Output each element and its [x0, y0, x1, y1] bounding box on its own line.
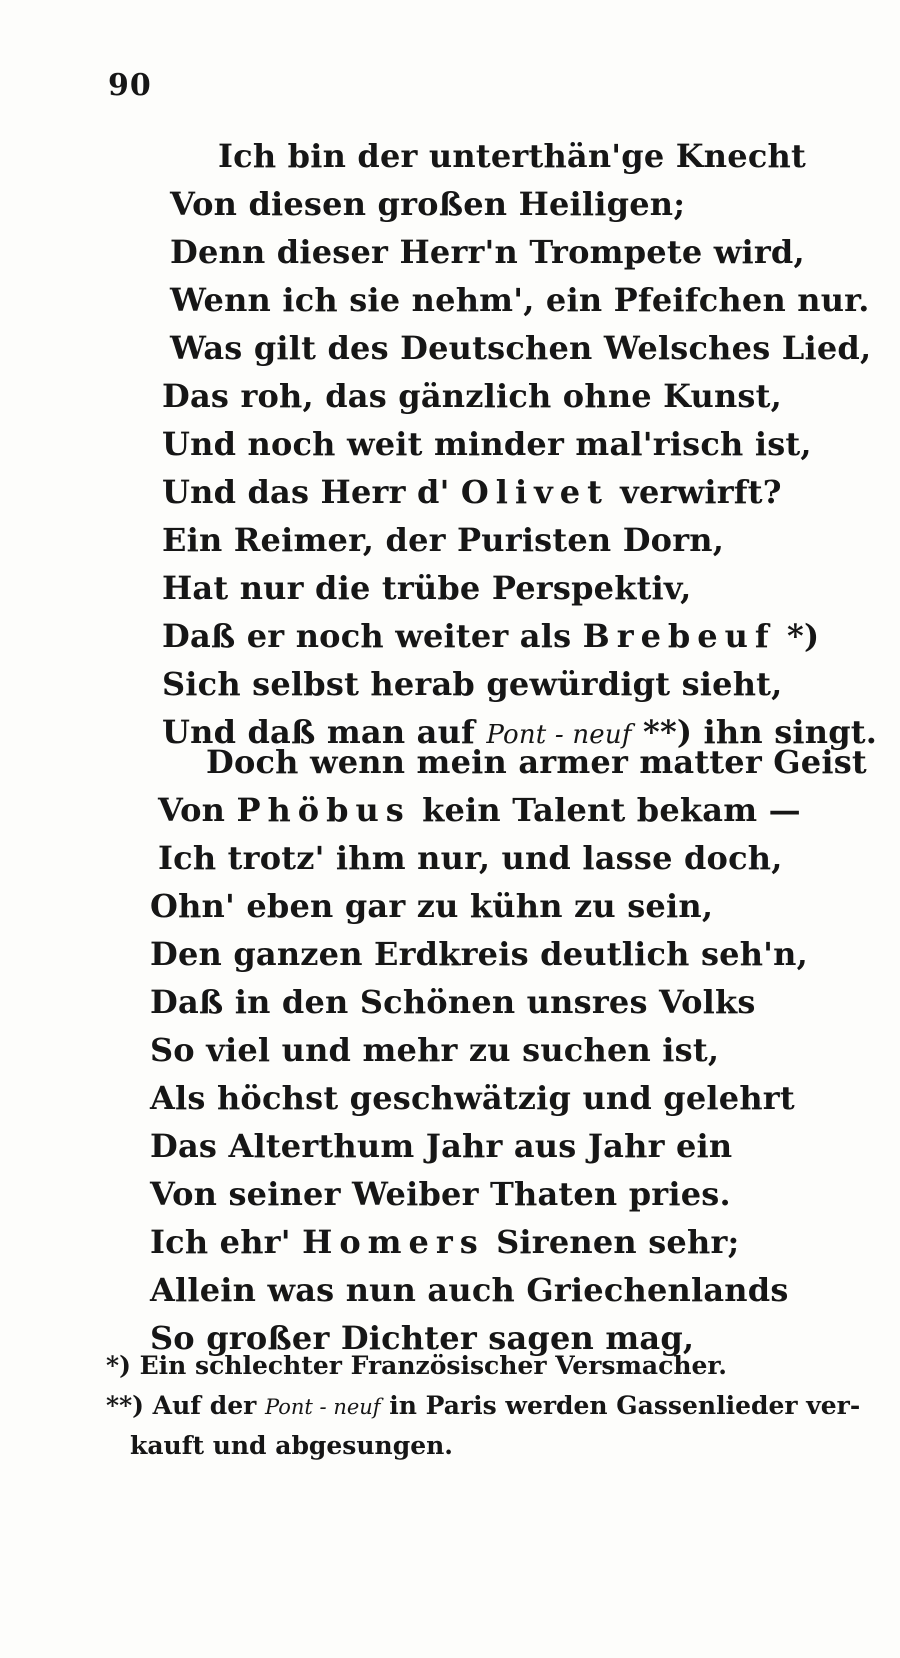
stanza-1-line-spaced-name: Olivet: [460, 473, 609, 511]
stanza-1-line: [162, 468, 877, 516]
stanza-2-line: Ich trotz' ihm nur, und lasse doch,: [158, 839, 783, 877]
stanza-1-line: Sich selbst herab gewürdigt sieht,: [162, 665, 783, 703]
stanza-2-line: Ohn' eben gar zu kühn zu sein,: [150, 887, 714, 925]
stanza-1-line: Von diesen großen Heiligen;: [170, 185, 686, 223]
stanza-1-line: Wenn ich sie nehm', ein Pfeifchen nur.: [170, 281, 870, 319]
stanza-1-line-text: Und daß man auf: [162, 713, 487, 751]
stanza-1-line: Ein Reimer, der Puristen Dorn,: [162, 521, 725, 559]
stanza-2: [150, 738, 867, 1362]
stanza-1-line-text: **) ihn singt.: [631, 713, 878, 751]
stanza-2-line: Doch wenn mein armer matter Geist: [206, 743, 867, 781]
stanza-1-line: Und noch weit minder mal'risch ist,: [162, 425, 812, 463]
stanza-2-line: [150, 1218, 867, 1266]
footnote-2-text: **) Auf der: [106, 1391, 265, 1420]
footnote-2-italic: Pont - neuf: [264, 1395, 381, 1419]
stanza-1-line: Denn dieser Herr'n Trompete wird,: [170, 233, 805, 271]
stanza-2-line: [150, 786, 867, 834]
footnote-2-continuation: kauft und abgesungen.: [130, 1431, 453, 1460]
stanza-2-line: Von seiner Weiber Thaten pries.: [150, 1175, 731, 1213]
footnote-2: [106, 1386, 860, 1426]
stanza-2-line: Den ganzen Erdkreis deutlich seh'n,: [150, 935, 808, 973]
stanza-1: [162, 132, 877, 756]
stanza-1-line-text: Und das Herr d': [162, 473, 461, 511]
stanza-2-line-text: Ich ehr': [150, 1223, 303, 1261]
stanza-2-line-spaced-name: Phöbus: [236, 791, 411, 829]
stanza-1-line: Ich bin der unterthän'ge Knecht: [218, 137, 806, 175]
stanza-2-line-text: Sirenen sehr;: [484, 1223, 740, 1261]
footnote-1: *) Ein schlechter Französischer Versmacher.: [106, 1351, 727, 1380]
stanza-1-line-text: *): [775, 617, 820, 655]
stanza-2-line: So viel und mehr zu suchen ist,: [150, 1031, 720, 1069]
stanza-2-line-spaced-name: Homers: [302, 1223, 485, 1261]
stanza-2-line-text: kein Talent bekam —: [410, 791, 801, 829]
stanza-1-line-italic-text: Pont - neuf: [486, 720, 632, 750]
stanza-2-line: Als höchst geschwätzig und gelehrt: [150, 1079, 795, 1117]
stanza-2-line: Daß in den Schönen unsres Volks: [150, 983, 756, 1021]
stanza-2-line-text: Von: [158, 791, 237, 829]
footnote-2-text-end: in Paris werden Gassenlieder ver-: [380, 1391, 861, 1420]
stanza-1-line: [162, 612, 877, 660]
stanza-2-line: Das Alterthum Jahr aus Jahr ein: [150, 1127, 733, 1165]
stanza-2-line: Allein was nun auch Griechenlands: [150, 1271, 789, 1309]
footnotes: [106, 1346, 860, 1466]
page-number: 90: [108, 68, 152, 103]
stanza-1-line: Das roh, das gänzlich ohne Kunst,: [162, 377, 782, 415]
stanza-1-line-text: verwirft?: [608, 473, 782, 511]
stanza-1-line-text: Daß er noch weiter als: [162, 617, 583, 655]
stanza-1-line: Hat nur die trübe Perspektiv,: [162, 569, 692, 607]
stanza-2-line: So großer Dichter sagen mag,: [150, 1319, 695, 1357]
stanza-1-line-spaced-name: Brebeuf: [582, 617, 776, 655]
stanza-1-line: Was gilt des Deutschen Welsches Lied,: [170, 329, 872, 367]
